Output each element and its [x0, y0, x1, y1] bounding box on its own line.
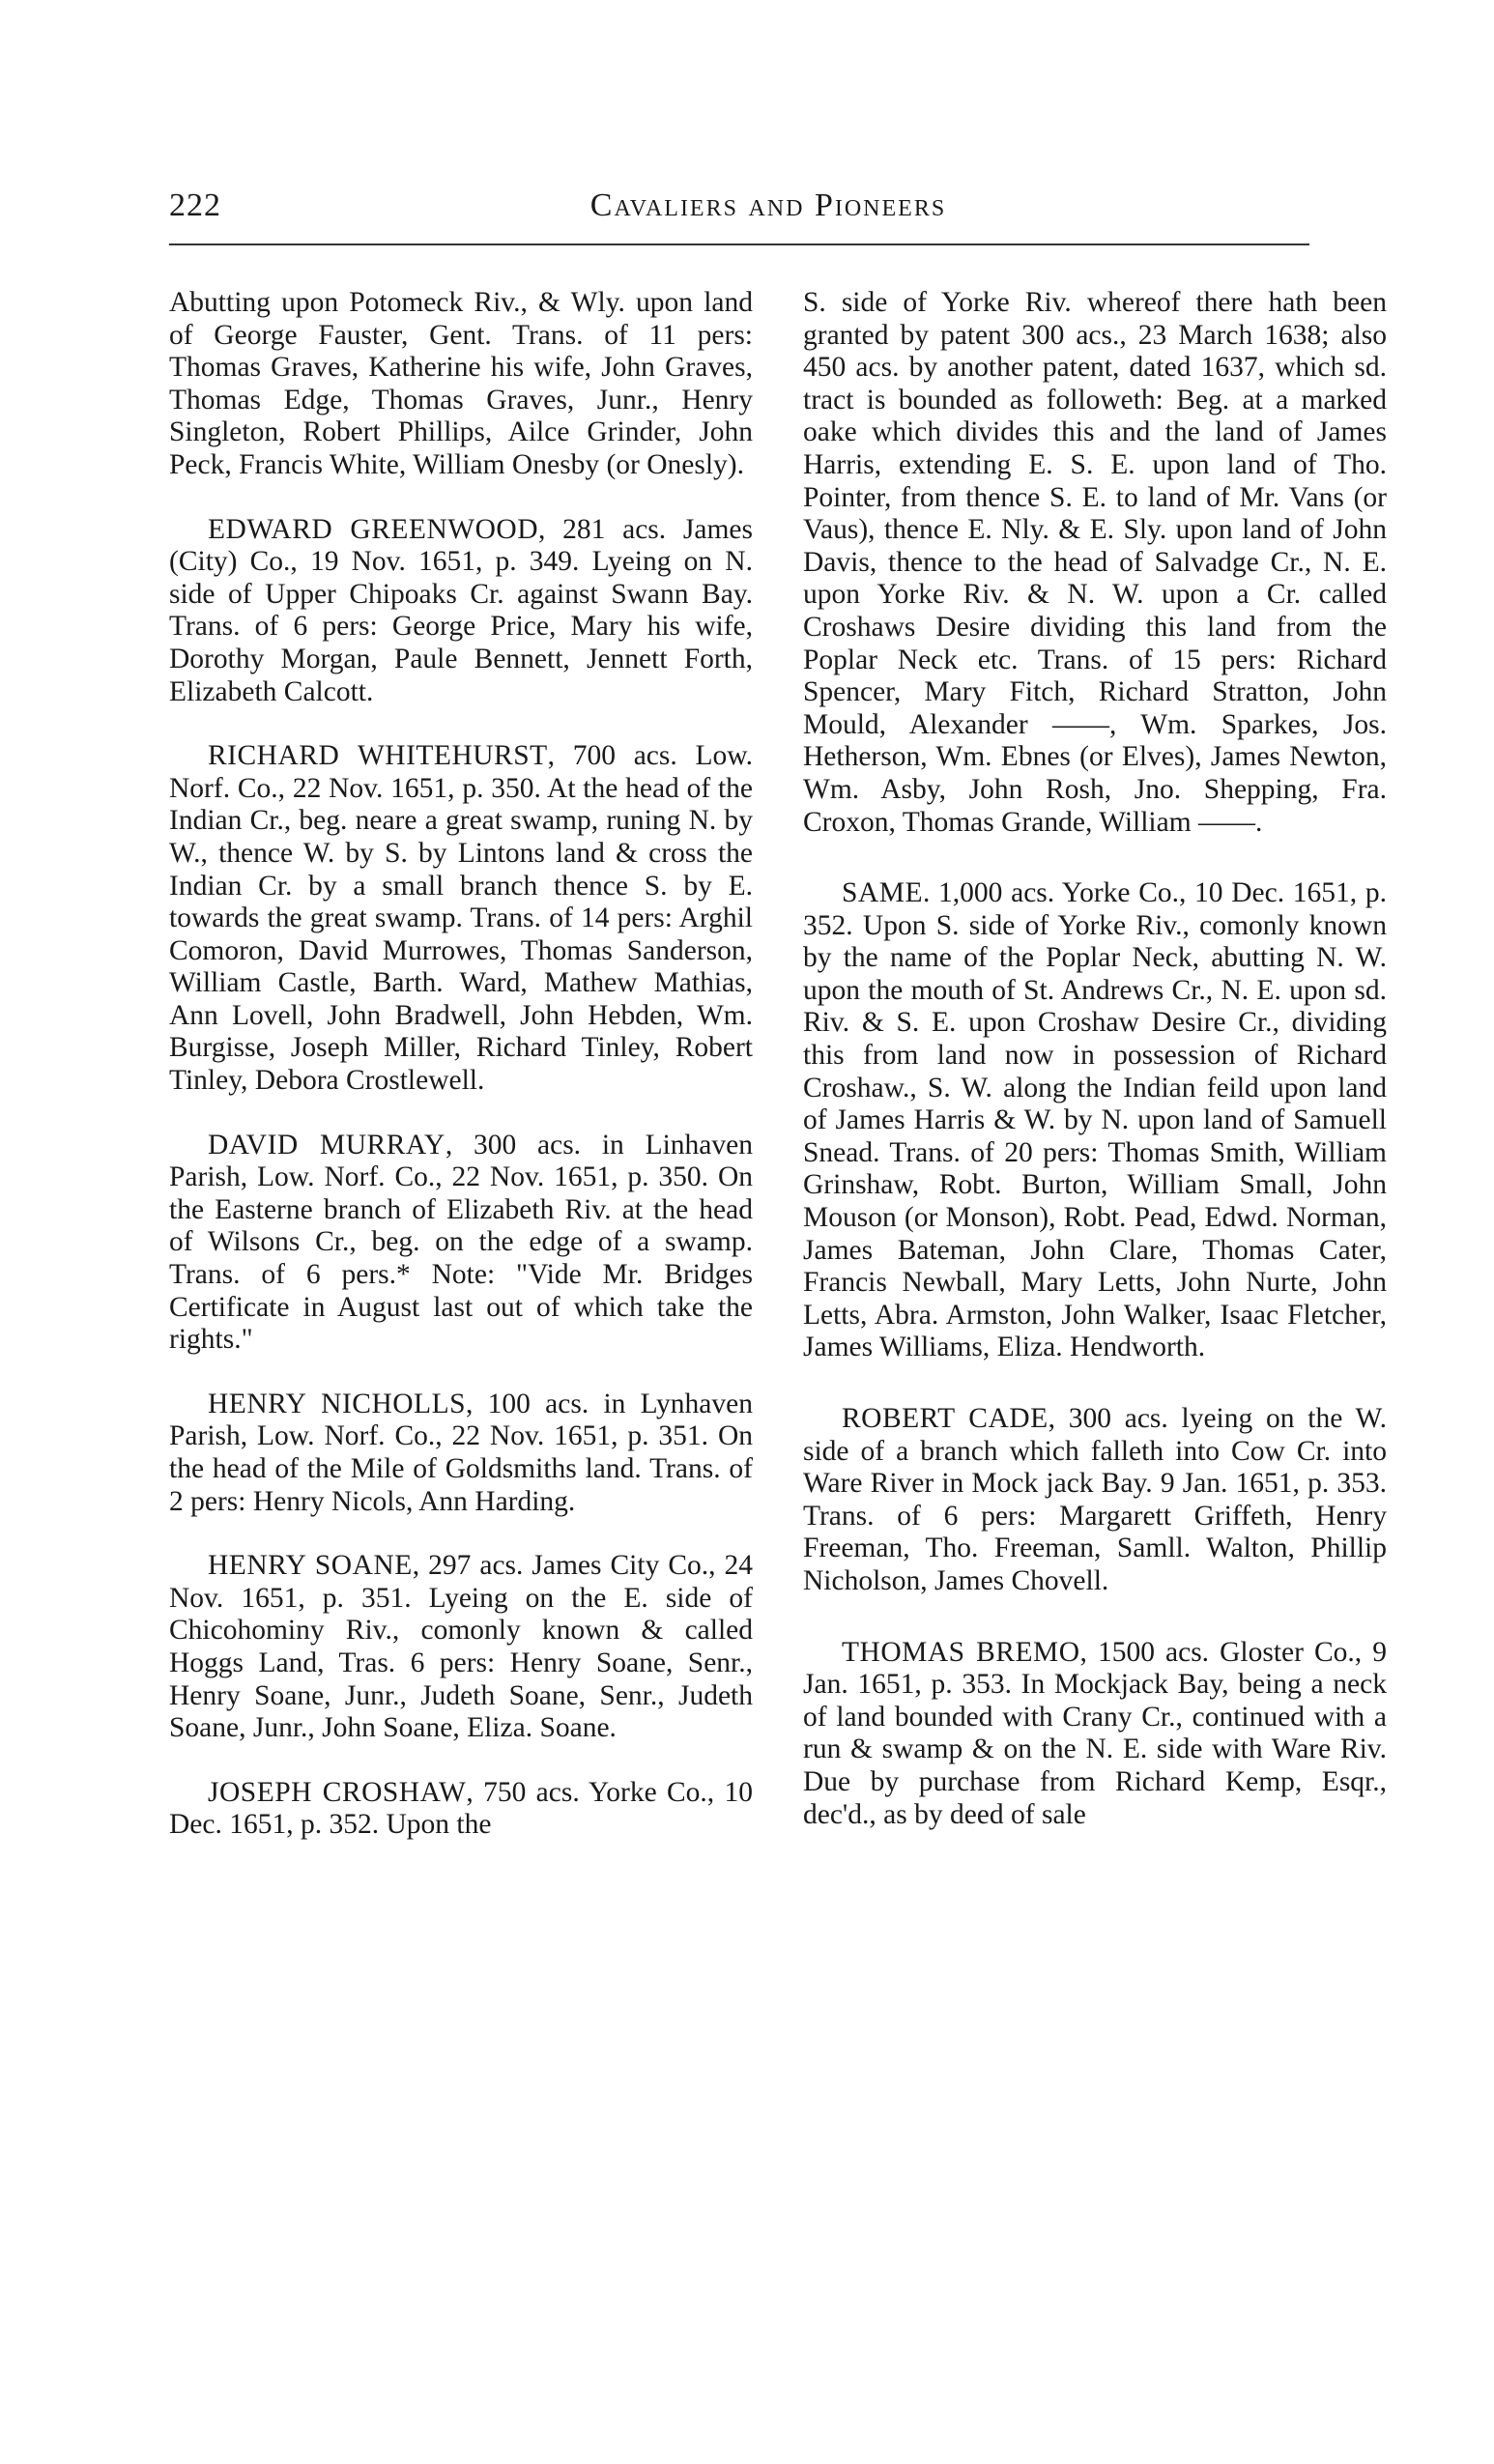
running-title: Cavaliers and Pioneers [589, 187, 947, 223]
entry-text: S. side of Yorke Riv. whereof there hath been granted by patent 300 acs., 23 March 1638; also 450 acs. by another patent, dated 1637, which sd. tract is bounded as followeth: Beg. at a marked oake which divides this and the land of James Harris, extending E. S. E. upon land of Tho. Pointer, from thence S. E. to land of Mr. Vans (or Vaus), thence E. Nly. & E. Sly. upon land of John Davis, thence to the head of Salvadge Cr., N. E. upon Yorke Riv. & N. W. upon a Cr. called Croshaws Desire dividing this land from the Poplar Neck etc. Trans. of 15 pers: Richard Spencer, Mary Fitch, Richard Stratton, John Mould, Alexander ——, Wm. Sparkes, Jos. Hetherson, Wm. Ebnes (or Elves), James Newton, Wm. Asby, John Rosh, Jno. Shepping, Fra. Croxon, Thomas Grande, William ——. [803, 287, 1387, 838]
entry-text: Abutting upon Potomeck Riv., & Wly. upon land of George Fauster, Gent. Trans. of 11 pers: Thomas Graves, Katherine his wife, John Graves, Thomas Edge, Thomas Graves, Junr., Henry Singleton, Robert Phillips, Ailce Grinder, John Peck, Francis White, William Onesby (or Onesly). [169, 287, 753, 480]
entry-text: , 297 acs. James City Co., 24 Nov. 1651, p. 351. Lyeing on the E. side of Chicohominy Riv., comonly known & called Hoggs Land, Tras. 6 pers: Henry Soane, Senr., Henry Soane, Junr., Judeth Soane, Senr., Judeth Soane, Junr., John Soane, Eliza. Soane. [169, 1550, 753, 1744]
entry-name: JOSEPH CROSHAW [208, 1776, 467, 1808]
entry-text: , 281 acs. James (City) Co., 19 Nov. 1651, p. 349. Lyeing on N. side of Upper Chipoaks Cr. against Swann Bay. Trans. of 6 pers: George Price, Mary his wife, Dorothy Morgan, Paule Bennett, Jennett Forth, Elizabeth Calcott. [169, 513, 754, 707]
entry-text: , 300 acs. lyeing on the W. side of a branch which falleth into Cow Cr. into Ware River in Mock jack Bay. 9 Jan. 1651, p. 353. Trans. of 6 pers: Margarett Griffeth, Henry Freeman, Tho. Freeman, Samll. Walton, Phillip Nicholson, James Chovell. [803, 1403, 1388, 1596]
header-rule [169, 244, 1309, 245]
entry-joseph-croshaw [169, 1777, 753, 1842]
entry-name: DAVID MURRAY [208, 1129, 445, 1160]
entry-text: , 100 acs. in Lynhaven Parish, Low. Norf. Co., 22 Nov. 1651, p. 351. On the head of the Mile of Goldsmiths land. Trans. of 2 pers: Henry Nicols, Ann Harding. [169, 1388, 753, 1517]
entry-name: RICHARD WHITEHURST [208, 740, 548, 772]
entry-text: , 1500 acs. Gloster Co., 9 Jan. 1651, p. 353. In Mockjack Bay, being a neck of land bounded with Crany Cr., continued with a run & swamp & on the N. E. side with Ware Riv. Due by purchase from Richard Kemp, Esqr., dec'd., as by deed of sale [803, 1636, 1387, 1830]
entry-name: HENRY NICHOLLS [208, 1388, 467, 1419]
entry-name: EDWARD GREENWOOD [208, 513, 539, 545]
page-header [169, 184, 1309, 234]
page-number: 222 [169, 187, 221, 223]
entry-text: , 300 acs. in Linhaven Parish, Low. Norf. Co., 22 Nov. 1651, p. 350. On the Easterne branch of Elizabeth Riv. at the head of Wilsons Cr., beg. on the edge of a swamp. Trans. of 6 pers.* Note: "Vide Mr. Bridges Certificate in August last out of which take the rights." [169, 1129, 753, 1356]
entry-henry-soane [169, 1550, 753, 1745]
entry-edward-greenwood [169, 514, 753, 709]
entry-richard-whitehurst [169, 740, 753, 1098]
entry-robert-cade [803, 1403, 1387, 1598]
left-column [169, 287, 753, 1874]
entry-henry-nicholls [169, 1389, 753, 1518]
entry-david-murray [169, 1130, 753, 1357]
entry-name: SAME [842, 877, 923, 909]
entry-thomas-bremo [803, 1637, 1387, 1832]
entry-continuation [803, 287, 1387, 839]
entry-text: , 750 acs. Yorke Co., 10 Dec. 1651, p. 352. Upon the [169, 1776, 753, 1841]
right-column [803, 287, 1387, 1863]
entry-same [803, 877, 1387, 1364]
entry-name: THOMAS BREMO [842, 1636, 1080, 1668]
entry-text: . 1,000 acs. Yorke Co., 10 Dec. 1651, p. 352. Upon S. side of Yorke Riv., comonly known by the name of the Poplar Neck, abutting N. W. upon the mouth of St. Andrews Cr., N. E. upon sd. Riv. & S. E. upon Croshaw Desire Cr., dividing this from land now in possession of Richard Croshaw., S. W. along the Indian feild upon land of James Harris & W. by N. upon land of Samuell Snead. Trans. of 20 pers: Thomas Smith, William Grinshaw, Robt. Burton, William Small, John Mouson (or Monson), Robt. Pead, Edwd. Norman, James Bateman, John Clare, Thomas Cater, Francis Newball, Mary Letts, John Nurte, John Letts, Abra. Armston, John Walker, Isaac Fletcher, James Williams, Eliza. Hendworth. [803, 877, 1387, 1363]
entry-name: HENRY SOANE [208, 1550, 413, 1582]
entry-text: , 700 acs. Low. Norf. Co., 22 Nov. 1651, p. 350. At the head of the Indian Cr., beg. neare a great swamp, runing N. by W., thence W. by S. by Lintons land & cross the Indian Cr. by a small branch thence S. by E. towards the great swamp. Trans. of 14 pers: Arghil Comoron, David Murrowes, Thomas Sanderson, William Castle, Barth. Ward, Mathew Mathias, Ann Lovell, John Bradwell, John Hebden, Wm. Burgisse, Joseph Miller, Richard Tinley, Robert Tinley, Debora Crostlewell. [169, 740, 754, 1097]
entry-name: ROBERT CADE [842, 1403, 1049, 1434]
entry-continuation [169, 287, 753, 482]
